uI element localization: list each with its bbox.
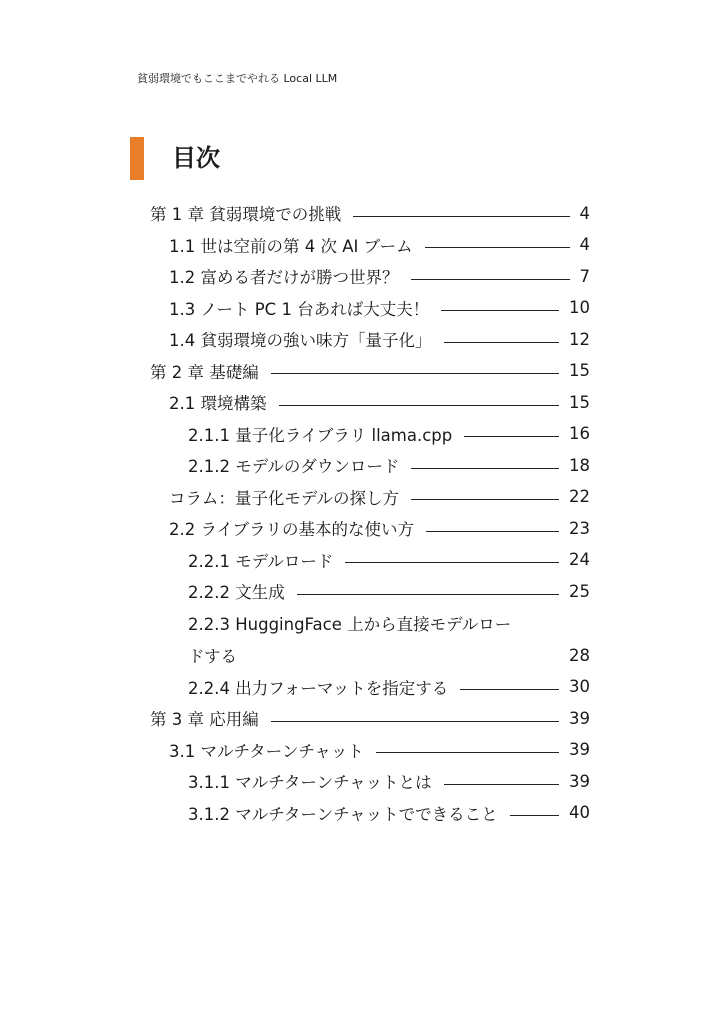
toc-leader (426, 531, 559, 532)
toc-chapter-1[interactable] (150, 197, 590, 229)
toc-subsection-2-2-4[interactable] (188, 671, 590, 703)
toc-page-number: 7 (579, 266, 590, 286)
title-accent-bar (130, 137, 144, 180)
toc-chapter-2[interactable] (150, 355, 590, 387)
toc-leader (353, 216, 569, 217)
toc-leader (510, 815, 559, 816)
toc-entry-label: 1.1 世は空前の第 4 次 AI ブーム (169, 236, 413, 256)
toc-page-number: 40 (569, 803, 590, 822)
toc-page-number: 23 (569, 518, 590, 538)
toc-page-number: 15 (569, 392, 590, 412)
toc-page-number: 22 (569, 487, 590, 506)
toc-section-1-2[interactable] (169, 260, 590, 292)
toc-leader (376, 752, 559, 753)
toc-subsection-2-2-1[interactable] (188, 544, 590, 576)
toc-chapter-3[interactable] (150, 702, 590, 734)
toc-page-number: 39 (569, 740, 590, 759)
toc-entry-label: 2.1.1 量子化ライブラリ llama.cpp (188, 425, 453, 445)
toc-entry-label: コラム：量子化モデルの探し方 (169, 488, 400, 508)
toc-page-number: 24 (569, 550, 590, 569)
toc-section-1-4[interactable] (169, 323, 590, 355)
toc-page-number: 39 (569, 771, 590, 791)
toc-entry-label: 2.2.2 文生成 (188, 583, 285, 602)
toc-page-number: 15 (569, 361, 590, 380)
toc-entry-label: 2.1 環境構築 (169, 394, 267, 413)
toc-leader (464, 436, 559, 437)
toc-entry-label: 2.1.2 モデルのダウンロード (188, 457, 400, 476)
toc-entry-label: 2.2.1 モデルロード (188, 551, 334, 571)
toc-subsection-2-1-1[interactable] (188, 418, 590, 450)
toc-entry-label: 3.1 マルチターンチャット (169, 741, 364, 761)
toc-leader (411, 279, 570, 280)
toc-subsection-3-1-1[interactable] (188, 765, 590, 797)
toc-page-number: 4 (579, 235, 590, 254)
toc-entry-label: 1.4 貧弱環境の強い味方「量子化」 (169, 331, 432, 350)
toc-leader (271, 721, 559, 722)
toc-leader (345, 562, 559, 563)
toc-entry-label-continued: ドする (188, 647, 238, 666)
toc-entry-label: 3.1.1 マルチターンチャットとは (188, 773, 432, 792)
toc-leader (460, 689, 559, 690)
toc-section-1-3[interactable] (169, 292, 590, 324)
toc-page-number: 18 (569, 455, 590, 475)
toc-entry-label: 2.2.3 HuggingFace 上から直接モデルロー (188, 615, 512, 634)
toc-page-number: 12 (569, 329, 590, 349)
toc-subsection-2-2-3[interactable] (188, 607, 590, 639)
toc-leader (279, 405, 560, 406)
toc-page-number: 30 (569, 677, 590, 696)
toc-page-number: 4 (579, 203, 590, 223)
toc-section-2-2[interactable] (169, 512, 590, 544)
toc-entry-label: 1.3 ノート PC 1 台あれば大丈夫！ (169, 299, 430, 319)
toc-subsection-3-1-2[interactable] (188, 797, 590, 829)
toc-subsection-2-2-3-continued[interactable] (188, 639, 590, 671)
toc-column[interactable] (169, 481, 590, 513)
toc-page-number: 39 (569, 708, 590, 728)
toc-entry-label: 第 2 章 基礎編 (150, 362, 259, 382)
toc-leader (444, 342, 560, 343)
toc-leader (411, 499, 559, 500)
toc-leader (411, 468, 559, 469)
toc-entry-label: 2.2.4 出力フォーマットを指定する (188, 678, 449, 698)
toc-section-1-1[interactable] (169, 229, 590, 261)
toc-entry-label: 第 3 章 応用編 (150, 710, 259, 729)
toc-leader (271, 373, 559, 374)
toc-subsection-2-2-2[interactable] (188, 575, 590, 607)
toc-page-number: 16 (569, 424, 590, 443)
page-title: 目次 (172, 144, 220, 172)
toc-entry-label: 3.1.2 マルチターンチャットでできること (188, 804, 498, 824)
toc-leader (297, 594, 559, 595)
toc-page-number: 25 (569, 581, 590, 601)
toc-page-number: 10 (569, 298, 590, 317)
toc-leader (425, 247, 570, 248)
running-header: 貧弱環境でもここまでやれる Local LLM (137, 72, 338, 85)
toc-section-3-1[interactable] (169, 734, 590, 766)
toc-entry-label: 2.2 ライブラリの基本的な使い方 (169, 520, 414, 539)
toc-entry-label: 1.2 富める者だけが勝つ世界？ (169, 268, 399, 287)
toc-page-number: 28 (569, 645, 590, 665)
toc-section-2-1[interactable] (169, 386, 590, 418)
toc-leader (444, 784, 559, 785)
toc-subsection-2-1-2[interactable] (188, 449, 590, 481)
toc-entry-label: 第 1 章 貧弱環境での挑戦 (150, 205, 342, 224)
toc-leader (441, 310, 559, 311)
